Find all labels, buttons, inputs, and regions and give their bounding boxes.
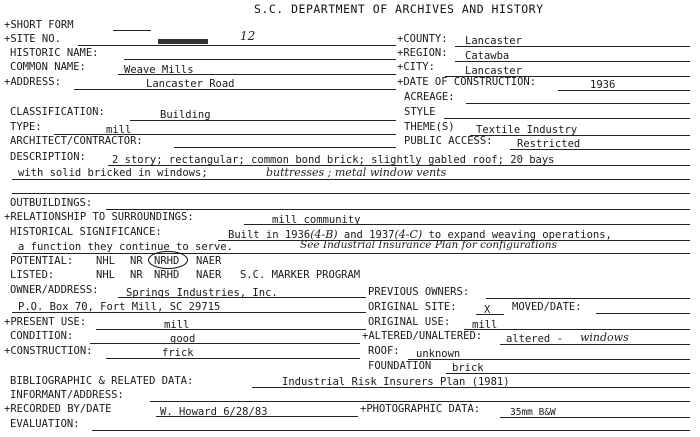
potential-nhl: NHL (96, 255, 115, 267)
address-value: Lancaster Road (146, 78, 235, 90)
original-use-label: ORIGINAL USE: (368, 316, 451, 328)
listed-nrhd: NRHD (154, 269, 180, 281)
photographic-data-label: +PHOTOGRAPHIC DATA: (360, 403, 481, 415)
informant-label: INFORMANT/ADDRESS: (10, 389, 124, 401)
date-of-construction-value: 1936 (590, 79, 616, 91)
informant-line (150, 401, 690, 402)
original-use-value: mill (472, 319, 498, 331)
site-no-line (78, 45, 396, 46)
city-value: Lancaster (465, 65, 522, 77)
county-value: Lancaster (465, 35, 522, 47)
common-name-value: Weave Mills (124, 64, 194, 76)
recorded-by-value: W. Howard 6/28/83 (160, 406, 268, 418)
roof-label: ROOF: (368, 345, 400, 357)
historic-name-label: HISTORIC NAME: (10, 47, 99, 59)
description-line-1: 2 story; rectangular; common bond brick; slightly gabled roof; 20 bays (112, 154, 555, 166)
hs-text-c: and 1937 (337, 229, 395, 241)
historic-name-line (124, 59, 396, 60)
owner-line-2 (12, 312, 366, 313)
type-value: mill (106, 124, 132, 136)
public-access-value: Restricted (517, 138, 581, 150)
present-use-value: mill (164, 319, 190, 331)
description-label: DESCRIPTION: (10, 151, 86, 163)
construction-value: frick (162, 347, 194, 359)
listed-nr: NR (130, 269, 143, 281)
present-use-line (96, 329, 366, 330)
short-form-label: +SHORT FORM (4, 19, 74, 31)
style-line (444, 118, 690, 119)
relationship-value: mill community (272, 214, 361, 226)
moved-date-label: MOVED/DATE: (512, 301, 582, 313)
address-label: +ADDRESS: (4, 76, 61, 88)
common-name-label: COMMON NAME: (10, 61, 86, 73)
historical-significance-handwritten: See Industrial Insurance Plan for configurations (300, 239, 557, 251)
potential-nrhd: NRHD (154, 255, 180, 267)
themes-line (470, 135, 690, 136)
description-underline-2 (12, 179, 690, 180)
bibliographic-label: BIBLIOGRAPHIC & RELATED DATA: (10, 375, 194, 387)
county-line (455, 46, 690, 47)
acreage-line (466, 103, 690, 104)
region-line (455, 61, 690, 62)
owner-value-line-1: Springs Industries, Inc. (126, 287, 278, 299)
altered-unaltered-label: +ALTERED/UNALTERED: (362, 330, 483, 342)
hs-text-e: to expand weaving operations, (422, 229, 612, 241)
date-of-construction-line (558, 90, 690, 91)
classification-line (130, 120, 396, 121)
original-site-label: ORIGINAL SITE: (368, 301, 457, 313)
outbuildings-line (106, 209, 690, 210)
themes-label: THEME(S) (404, 121, 455, 133)
photographic-data-value: 35mm B&W (510, 407, 556, 418)
short-form-line (113, 30, 151, 31)
nrhd-circle-mark (148, 251, 188, 269)
public-access-label: PUBLIC ACCESS: (404, 135, 493, 147)
historical-significance-label: HISTORICAL SIGNIFICANCE: (10, 226, 162, 238)
condition-value: good (170, 333, 196, 345)
hs-text-a: Built in 1936 (228, 229, 311, 241)
listed-naer: NAER (196, 269, 222, 281)
site-no-value: 12 (240, 29, 256, 43)
description-handwritten: buttresses ; metal window vents (266, 166, 447, 179)
city-label: +CITY: (397, 61, 435, 73)
bibliographic-line (252, 387, 690, 388)
common-name-line (118, 74, 396, 75)
hs-hand-b: (4-B) (310, 228, 338, 241)
construction-line (106, 358, 360, 359)
listed-nhl: NHL (96, 269, 115, 281)
roof-value: unknown (416, 348, 461, 360)
construction-label: +CONSTRUCTION: (4, 345, 93, 357)
condition-line (90, 343, 360, 344)
acreage-label: ACREAGE: (404, 91, 455, 103)
owner-value-line-2: P.O. Box 70, Fort Mill, SC 29715 (18, 301, 221, 313)
original-site-line (476, 314, 504, 315)
address-line (74, 89, 396, 90)
style-label: STYLE (404, 106, 436, 118)
evaluation-line (92, 430, 690, 431)
architect-line (174, 147, 396, 148)
architect-label: ARCHITECT/CONTRACTOR: (10, 135, 143, 147)
historical-significance-underline-2 (12, 253, 690, 254)
form-title: S.C. DEPARTMENT OF ARCHIVES AND HISTORY (254, 2, 544, 16)
region-value: Catawba (465, 50, 510, 62)
redacted-mark (158, 39, 208, 44)
altered-unaltered-line (500, 344, 690, 345)
description-underline-3 (12, 193, 690, 194)
recorded-by-line (156, 416, 358, 417)
outbuildings-label: OUTBUILDINGS: (10, 197, 93, 209)
altered-unaltered-handwritten: windows (580, 331, 629, 344)
roof-line (408, 359, 690, 360)
foundation-value: brick (452, 362, 484, 374)
themes-value: Textile Industry (476, 124, 578, 136)
moved-date-line (596, 313, 690, 314)
bibliographic-value: Industrial Risk Insurers Plan (1981) (282, 376, 510, 388)
altered-unaltered-value: altered - (506, 333, 563, 345)
public-access-line (510, 149, 690, 150)
previous-owners-label: PREVIOUS OWNERS: (368, 286, 470, 298)
condition-label: CONDITION: (10, 330, 74, 342)
site-no-label: +SITE NO. (4, 33, 61, 45)
classification-label: CLASSIFICATION: (10, 106, 105, 118)
owner-address-label: OWNER/ADDRESS: (10, 284, 99, 296)
date-of-construction-label: +DATE OF CONSTRUCTION: (397, 76, 537, 88)
county-label: +COUNTY: (397, 33, 448, 45)
potential-nr: NR (130, 255, 143, 267)
previous-owners-line (486, 298, 690, 299)
photographic-data-line (500, 417, 690, 418)
type-label: TYPE: (10, 121, 42, 133)
description-line-2: with solid bricked in windows; (18, 167, 208, 179)
hs-hand-d: (4-C) (394, 228, 423, 241)
historical-significance-line-2: a function they continue to serve. (18, 241, 233, 253)
potential-label: POTENTIAL: (10, 255, 74, 267)
foundation-line (446, 373, 690, 374)
classification-value: Building (160, 109, 211, 121)
recorded-by-label: +RECORDED BY/DATE (4, 403, 112, 415)
original-use-line (464, 329, 690, 330)
foundation-label: FOUNDATION (368, 360, 432, 372)
listed-label: LISTED: (10, 269, 55, 281)
evaluation-label: EVALUATION: (10, 418, 80, 430)
present-use-label: +PRESENT USE: (4, 316, 87, 328)
relationship-label: +RELATIONSHIP TO SURROUNDINGS: (4, 211, 194, 223)
potential-naer: NAER (196, 255, 222, 267)
region-label: +REGION: (397, 47, 448, 59)
owner-line-1 (118, 297, 366, 298)
relationship-line (244, 224, 690, 225)
original-site-value: X (484, 304, 491, 316)
listed-sc-marker: S.C. MARKER PROGRAM (240, 269, 361, 281)
